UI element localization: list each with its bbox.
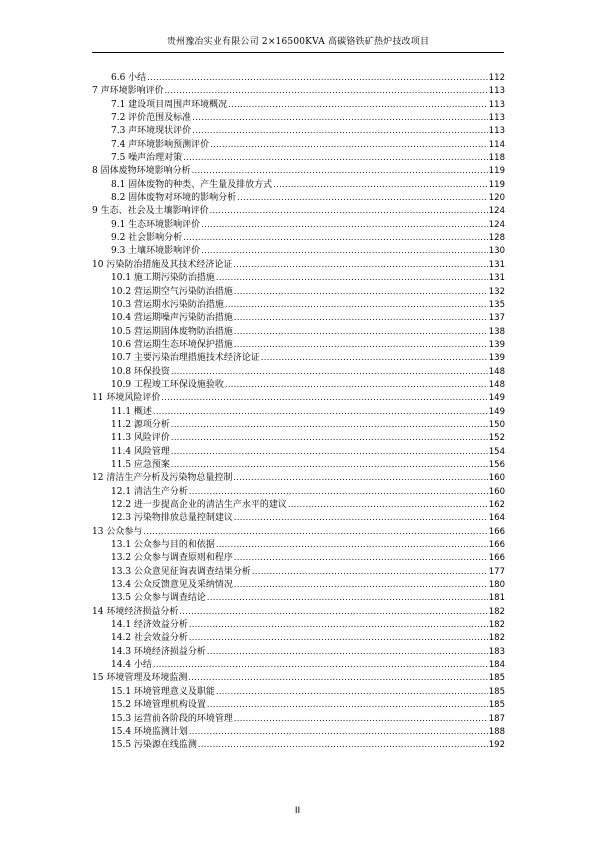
toc-entry-title: 10.4 营运期噪声污染防治措施 [111, 313, 233, 324]
toc-entry-page-number: 113 [488, 126, 505, 137]
toc-section-entry[interactable] [92, 351, 505, 364]
toc-section-entry[interactable] [92, 271, 505, 284]
toc-entry-title: 14.4 小结 [111, 660, 152, 671]
toc-entry-title: 8.1 固体废物的种类、产生量及排放方式 [111, 179, 273, 190]
dot-leader [210, 138, 488, 151]
table-of-contents [92, 71, 505, 752]
toc-entry-title: 8 固体废物环境影响分析 [92, 166, 191, 177]
toc-entry-page-number: 184 [488, 660, 505, 671]
dot-leader [234, 338, 488, 351]
toc-entry-page-number: 150 [488, 419, 505, 430]
toc-entry-page-number: 180 [488, 580, 505, 591]
dot-leader [153, 405, 488, 418]
toc-section-entry[interactable] [92, 565, 505, 578]
page-number: II [294, 806, 301, 816]
toc-entry-page-number: 183 [488, 646, 505, 657]
toc-entry-page-number: 164 [488, 513, 505, 524]
toc-entry-title: 12.2 进一步提高企业的清洁生产水平的建议 [111, 500, 287, 510]
toc-section-entry[interactable] [92, 285, 505, 298]
dot-leader [192, 111, 488, 124]
toc-entry-title: 7.5 噪声治理对策 [111, 153, 183, 164]
toc-entry-page-number: 188 [488, 726, 505, 737]
toc-entry-title: 11 环境风险评价 [92, 393, 161, 404]
dot-leader [147, 71, 488, 84]
toc-entry-title: 10.5 营运期固体废物防治措施 [111, 326, 233, 337]
toc-entry-title: 7.1 建设项目周围声环境概况 [111, 99, 228, 110]
header-divider [92, 52, 504, 53]
toc-entry-title: 15.2 环境管理机构设置 [111, 700, 206, 711]
toc-section-entry[interactable] [92, 458, 505, 471]
toc-entry-title: 11.1 概述 [111, 406, 152, 417]
toc-entry-page-number: 149 [488, 406, 505, 417]
toc-entry-page-number: 124 [488, 219, 505, 230]
toc-section-entry[interactable] [92, 325, 505, 338]
toc-entry-title: 7.4 声环境影响预测评价 [111, 139, 210, 150]
dot-leader [171, 458, 488, 471]
toc-section-entry[interactable] [92, 111, 505, 124]
dot-leader [189, 618, 488, 631]
toc-entry-page-number: 113 [488, 99, 505, 110]
toc-entry-title: 9.1 生态环境影响评价 [111, 219, 201, 230]
toc-entry-title: 9.2 社会影响分析 [111, 233, 183, 244]
toc-section-entry[interactable] [92, 738, 505, 751]
toc-entry-page-number: 139 [488, 353, 505, 364]
toc-entry-title: 15 环境管理及环境监测 [92, 673, 188, 684]
toc-entry-title: 11.5 应急预案 [111, 459, 170, 470]
toc-entry-page-number: 185 [488, 700, 505, 711]
dot-leader [161, 391, 487, 404]
toc-entry-page-number: 160 [488, 473, 505, 484]
toc-entry-page-number: 120 [488, 193, 505, 204]
toc-entry-title: 9.3 土壤环境影响评价 [111, 246, 201, 257]
dot-leader [171, 365, 488, 378]
toc-entry-title: 10.3 营运期水污染防治措施 [111, 299, 224, 310]
toc-entry-page-number: 166 [488, 540, 505, 551]
dot-leader [210, 204, 488, 217]
toc-entry-page-number: 119 [488, 179, 505, 190]
dot-leader [189, 725, 488, 738]
toc-entry-page-number: 124 [488, 206, 505, 217]
toc-entry-page-number: 187 [488, 713, 505, 724]
toc-chapter-entry[interactable] [92, 671, 505, 684]
toc-entry-title: 6.6 小结 [111, 73, 147, 83]
toc-entry-page-number: 156 [488, 459, 505, 470]
dot-leader [171, 431, 488, 444]
toc-entry-title: 10.8 环保投资 [111, 366, 170, 377]
toc-entry-page-number: 182 [488, 620, 505, 631]
toc-section-entry[interactable] [92, 418, 505, 431]
dot-leader [234, 285, 488, 298]
toc-entry-title: 13.4 公众反馈意见及采纳情况 [111, 580, 233, 591]
toc-chapter-entry[interactable] [92, 84, 505, 97]
toc-entry-page-number: 131 [488, 259, 505, 270]
toc-entry-title: 11.2 源项分析 [111, 419, 170, 430]
toc-chapter-entry[interactable] [92, 525, 505, 538]
dot-leader [192, 124, 488, 137]
toc-entry-title: 13 公众参与 [92, 526, 143, 537]
dot-leader [252, 565, 488, 578]
toc-section-entry[interactable] [92, 191, 505, 204]
dot-leader [192, 164, 488, 177]
toc-entry-page-number: 148 [488, 379, 505, 390]
toc-chapter-entry[interactable] [92, 471, 505, 484]
toc-entry-title: 10.7 主要污染治理措施技术经济论证 [111, 353, 260, 364]
toc-section-entry[interactable] [92, 138, 505, 151]
toc-entry-page-number: 118 [488, 153, 505, 164]
toc-entry-page-number: 130 [488, 246, 505, 257]
dot-leader [189, 485, 488, 498]
toc-chapter-entry[interactable] [92, 258, 505, 271]
toc-section-entry[interactable] [92, 685, 505, 698]
dot-leader [233, 258, 487, 271]
toc-entry-title: 7.2 评价范围及标准 [111, 113, 192, 124]
dot-leader [225, 378, 488, 391]
toc-section-entry[interactable] [92, 311, 505, 324]
toc-entry-title: 10.9 工程竣工环保设施验收 [111, 379, 224, 390]
toc-entry-title: 15.1 环境管理意义及职能 [111, 686, 215, 697]
toc-entry-page-number: 149 [488, 393, 505, 404]
toc-entry-page-number: 166 [488, 553, 505, 564]
dot-leader [201, 244, 488, 257]
toc-entry-page-number: 112 [488, 73, 505, 83]
toc-entry-title: 13.2 公众参与调查原则和程序 [111, 553, 233, 564]
toc-section-entry[interactable] [92, 178, 505, 191]
toc-entry-title: 12.1 清洁生产分析 [111, 486, 188, 497]
dot-leader [233, 471, 487, 484]
dot-leader [261, 351, 488, 364]
toc-entry-title: 10.6 营运期生态环境保护措施 [111, 339, 233, 350]
toc-entry-page-number: 139 [488, 339, 505, 350]
running-header: 贵州豫冶实业有限公司 2×16500KVA 高碳铬铁矿热炉技改项目 [166, 37, 430, 47]
dot-leader [228, 98, 488, 111]
dot-leader [179, 605, 487, 618]
dot-leader [225, 298, 488, 311]
toc-section-entry[interactable] [92, 231, 505, 244]
toc-entry-title: 11.4 风险管理 [111, 446, 170, 457]
dot-leader [234, 311, 488, 324]
toc-entry-title: 14.3 环境经济损益分析 [111, 646, 206, 657]
toc-entry-page-number: 114 [488, 139, 505, 150]
toc-section-entry[interactable] [92, 405, 505, 418]
toc-entry-title: 10 污染防治措施及其技术经济论证 [92, 259, 233, 270]
toc-entry-page-number: 152 [488, 433, 505, 444]
toc-section-entry[interactable] [92, 645, 505, 658]
toc-section-entry[interactable] [92, 551, 505, 564]
dot-leader [234, 712, 488, 725]
dot-leader [234, 578, 488, 591]
toc-section-entry[interactable] [92, 124, 505, 137]
dot-leader [207, 698, 488, 711]
toc-section-entry[interactable] [92, 445, 505, 458]
dot-leader [234, 325, 488, 338]
toc-entry-title: 9 生态、社会及土壤影响评价 [92, 206, 209, 217]
toc-entry-page-number: 132 [488, 286, 505, 297]
toc-section-entry[interactable] [92, 658, 505, 671]
toc-entry-page-number: 182 [488, 606, 505, 617]
toc-section-entry[interactable] [92, 725, 505, 738]
toc-entry-page-number: 182 [488, 633, 505, 644]
toc-entry-page-number: 135 [488, 299, 505, 310]
toc-entry-title: 14.1 经济效益分析 [111, 620, 188, 631]
toc-section-entry[interactable] [92, 698, 505, 711]
toc-entry-title: 15.4 环境监测计划 [111, 726, 188, 737]
toc-entry-title: 14 环境经济损益分析 [92, 606, 179, 617]
toc-entry-title: 8.2 固体废物对环境的影响分析 [111, 193, 237, 204]
toc-section-entry[interactable] [92, 485, 505, 498]
dot-leader [171, 418, 488, 431]
toc-entry-title: 14.2 社会效益分析 [111, 633, 188, 644]
dot-leader [216, 538, 488, 551]
dot-leader [216, 685, 488, 698]
toc-section-entry[interactable] [92, 618, 505, 631]
dot-leader [198, 738, 488, 751]
toc-section-entry[interactable] [92, 338, 505, 351]
dot-leader [143, 525, 487, 538]
toc-entry-title: 13.5 公众参与调查结论 [111, 593, 206, 604]
toc-entry-page-number: 162 [488, 500, 505, 510]
toc-section-entry[interactable] [92, 538, 505, 551]
dot-leader [237, 191, 488, 204]
toc-section-entry[interactable] [92, 365, 505, 378]
toc-chapter-entry[interactable] [92, 605, 505, 618]
toc-entry-title: 10.2 营运期空气污染防治措施 [111, 286, 233, 297]
toc-entry-page-number: 160 [488, 486, 505, 497]
toc-entry-page-number: 113 [488, 113, 505, 124]
toc-entry-page-number: 181 [488, 593, 505, 604]
toc-section-entry[interactable] [92, 218, 505, 231]
toc-section-entry[interactable] [92, 378, 505, 391]
toc-entry-title: 12 清洁生产分析及污染物总量控制 [92, 473, 233, 484]
toc-entry-title: 13.1 公众参与目的和依据 [111, 540, 215, 551]
toc-entry-title: 7 声环境影响评价 [92, 86, 164, 97]
toc-section-entry[interactable] [92, 98, 505, 111]
toc-section-entry[interactable] [92, 631, 505, 644]
toc-entry-page-number: 119 [488, 166, 505, 177]
toc-entry-page-number: 177 [488, 566, 505, 577]
toc-entry-title: 15.3 运营前各阶段的环境管理 [111, 713, 233, 724]
toc-section-entry[interactable] [92, 151, 505, 164]
toc-entry-title: 15.5 污染源在线监测 [111, 740, 197, 751]
toc-entry-page-number: 185 [488, 686, 505, 697]
toc-entry-page-number: 148 [488, 366, 505, 377]
dot-leader [171, 445, 488, 458]
toc-section-entry[interactable] [92, 298, 505, 311]
dot-leader [165, 84, 488, 97]
dot-leader [188, 671, 487, 684]
toc-entry-page-number: 166 [488, 526, 505, 537]
toc-entry-title: 12.3 污染物排放总量控制建议 [111, 513, 233, 524]
dot-leader [207, 645, 488, 658]
dot-leader [273, 178, 488, 191]
dot-leader [234, 551, 488, 564]
toc-entry-page-number: 138 [488, 326, 505, 337]
toc-section-entry[interactable] [92, 431, 505, 444]
dot-leader [153, 658, 488, 671]
toc-section-entry[interactable] [92, 71, 505, 84]
dot-leader [234, 511, 488, 524]
toc-section-entry[interactable] [92, 244, 505, 257]
toc-section-entry[interactable] [92, 511, 505, 524]
toc-entry-page-number: 113 [488, 86, 505, 97]
toc-entry-page-number: 185 [488, 673, 505, 684]
dot-leader [207, 591, 488, 604]
toc-chapter-entry[interactable] [92, 204, 505, 217]
toc-entry-title: 11.3 风险评价 [111, 433, 170, 444]
dot-leader [183, 151, 488, 164]
toc-entry-page-number: 192 [488, 740, 505, 751]
toc-entry-page-number: 128 [488, 233, 505, 244]
toc-chapter-entry[interactable] [92, 164, 505, 177]
toc-entry-page-number: 154 [488, 446, 505, 457]
toc-entry-page-number: 131 [488, 273, 505, 284]
dot-leader [183, 231, 488, 244]
toc-chapter-entry[interactable] [92, 391, 505, 404]
toc-entry-title: 13.3 公众意见征询表调查结果分析 [111, 566, 251, 577]
dot-leader [201, 218, 488, 231]
toc-section-entry[interactable] [92, 578, 505, 591]
toc-section-entry[interactable] [92, 591, 505, 604]
dot-leader [189, 631, 488, 644]
toc-entry-page-number: 137 [488, 313, 505, 324]
toc-section-entry[interactable] [92, 498, 505, 511]
toc-entry-title: 10.1 施工期污染防治措施 [111, 273, 215, 284]
dot-leader [216, 271, 488, 284]
dot-leader [288, 498, 488, 511]
toc-entry-title: 7.3 声环境现状评价 [111, 126, 192, 137]
toc-section-entry[interactable] [92, 712, 505, 725]
